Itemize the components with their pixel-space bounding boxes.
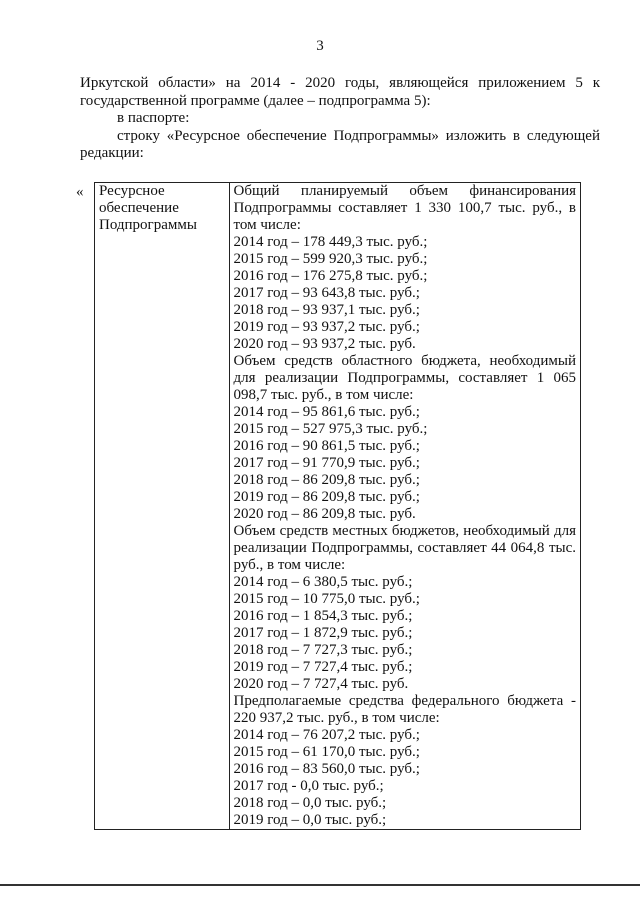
regional-year-line: 2019 год – 86 209,8 тыс. руб.; [233, 489, 420, 505]
row-label-line: Подпрограммы [99, 217, 197, 233]
local-year-line: 2015 год – 10 775,0 тыс. руб.; [233, 591, 420, 607]
total-year-line: 2015 год – 599 920,3 тыс. руб.; [233, 251, 428, 267]
total-year-line: 2016 год – 176 275,8 тыс. руб.; [233, 268, 428, 284]
regional-year-line: 2018 год – 86 209,8 тыс. руб.; [233, 472, 420, 488]
federal-year-line: 2015 год – 61 170,0 тыс. руб.; [233, 744, 420, 760]
local-year-line: 2016 год – 1 854,3 тыс. руб.; [233, 608, 413, 624]
page-bottom-rule [0, 884, 640, 886]
total-year-line: 2020 год – 93 937,2 тыс. руб. [233, 336, 416, 352]
regional-year-line: 2015 год – 527 975,3 тыс. руб.; [233, 421, 428, 437]
local-year-line: 2018 год – 7 727,3 тыс. руб.; [233, 642, 413, 658]
total-year-line: 2019 год – 93 937,2 тыс. руб.; [233, 319, 420, 335]
total-year-line: 2018 год – 93 937,1 тыс. руб.; [233, 302, 420, 318]
page-number: 3 [316, 38, 324, 54]
resource-table [94, 182, 581, 830]
intro-text [80, 75, 600, 163]
local-budget-heading: Объем средств местных бюджетов, необходимый для реализации Подпрограммы, составляет 44 064,8 тыс. руб., в том числе: [233, 523, 576, 573]
row-label-line: Ресурсное [99, 183, 165, 199]
row-label-line: обеспечение [99, 200, 179, 216]
federal-year-line: 2019 год – 0,0 тыс. руб.; [233, 812, 387, 828]
intro-paragraph: Иркутской области» на 2014 - 2020 годы, являющейся приложением 5 к государственной программе (далее – подпрограмма 5): [80, 75, 600, 109]
regional-year-line: 2014 год – 95 861,6 тыс. руб.; [233, 404, 420, 420]
regional-year-line: 2020 год – 86 209,8 тыс. руб. [233, 506, 416, 522]
total-year-line: 2014 год – 178 449,3 тыс. руб.; [233, 234, 428, 250]
row-label-cell [95, 183, 230, 830]
total-year-line: 2017 год – 93 643,8 тыс. руб.; [233, 285, 420, 301]
regional-budget-heading: Объем средств областного бюджета, необходимый для реализации Подпрограммы, составляет 1 065 098,7 тыс. руб., в том числе: [233, 353, 576, 403]
federal-year-line: 2014 год – 76 207,2 тыс. руб.; [233, 727, 420, 743]
intro-paragraph: в паспорте: [117, 110, 190, 126]
total-funding-heading: Общий планируемый объем финансирования Подпрограммы составляет 1 330 100,7 тыс. руб., в том числе: [233, 183, 576, 233]
federal-year-line: 2016 год – 83 560,0 тыс. руб.; [233, 761, 420, 777]
local-year-line: 2020 год – 7 727,4 тыс. руб. [233, 676, 409, 692]
table-row [95, 183, 581, 830]
local-year-line: 2019 год – 7 727,4 тыс. руб.; [233, 659, 413, 675]
regional-year-line: 2016 год – 90 861,5 тыс. руб.; [233, 438, 420, 454]
federal-budget-heading: Предполагаемые средства федерального бюджета - 220 937,2 тыс. руб., в том числе: [233, 693, 576, 726]
opening-quote-mark: « [76, 184, 84, 200]
regional-year-line: 2017 год – 91 770,9 тыс. руб.; [233, 455, 420, 471]
local-year-line: 2017 год – 1 872,9 тыс. руб.; [233, 625, 413, 641]
local-year-line: 2014 год – 6 380,5 тыс. руб.; [233, 574, 413, 590]
federal-year-line: 2018 год – 0,0 тыс. руб.; [233, 795, 387, 811]
intro-paragraph: строку «Ресурсное обеспечение Подпрограммы» изложить в следующей редакции: [80, 127, 600, 161]
row-content-cell [229, 183, 580, 830]
federal-year-line: 2017 год - 0,0 тыс. руб.; [233, 778, 384, 794]
